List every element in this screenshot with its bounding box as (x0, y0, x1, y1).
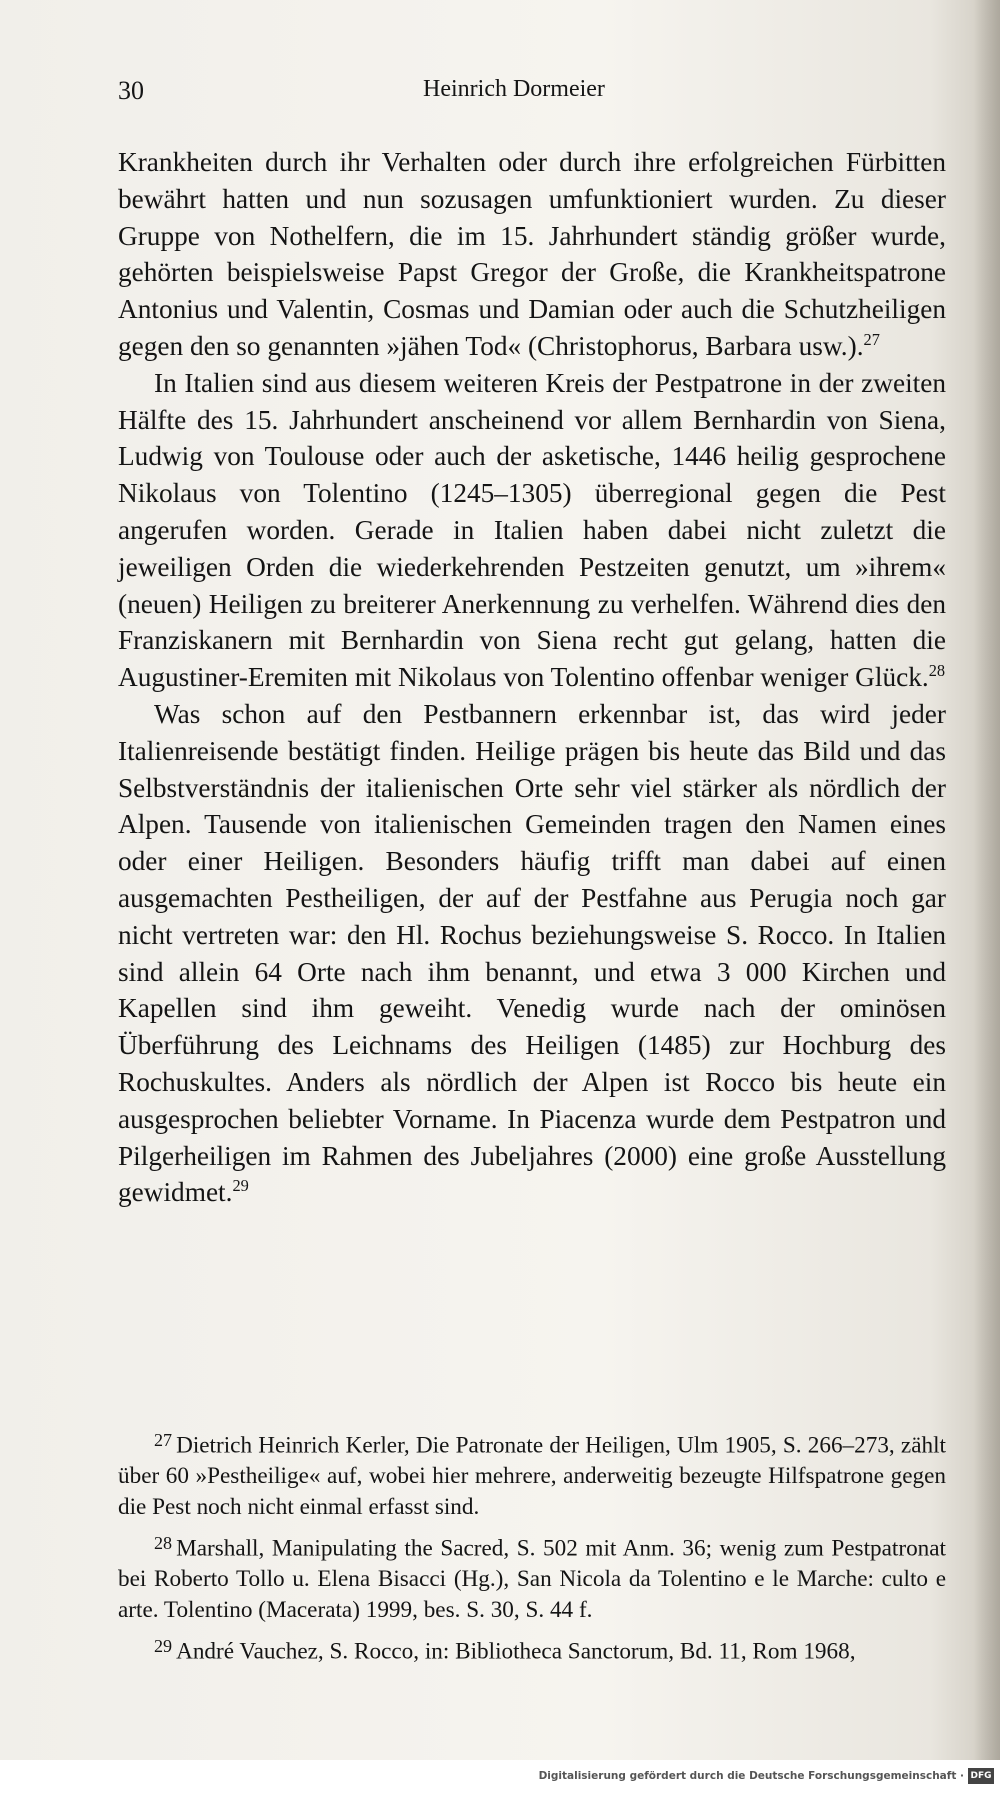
paragraph-1 (118, 144, 946, 365)
page-number: 30 (118, 76, 144, 105)
footnote-text: Dietrich Heinrich Kerler, Die Patronate der Heiligen, Ulm 1905, S. 266–273, zählt über 60 »Pestheilige« auf, wobei hier mehrere, anderweitig bezeugte Hilfspatrone gegen die Pest noch nicht einmal erfasst sind. (118, 1432, 946, 1520)
paragraph-2 (118, 365, 946, 696)
footnote-ref-29: 29 (232, 1176, 249, 1196)
body-text (118, 144, 946, 1211)
paragraph-1-text: Krankheiten durch ihr Verhalten oder durch ihre erfolgreichen Fürbitten bewährt hatten und nun sozusagen umfunktioniert wurden. Zu dieser Gruppe von Nothelfern, die im 15. Jahrhundert ständig größer wurde, gehörten beispielsweise Papst Gregor der Große, die Krankheitspatrone Antonius und Valentin, Cosmas und Damian oder auch die Schutzheiligen gegen den so genannten »jähen Tod« (Christophorus, Barbara usw.). (118, 147, 946, 361)
footnote-number: 29 (154, 1636, 173, 1657)
footnote-ref-27: 27 (863, 329, 880, 349)
footnote-text: Marshall, Manipulating the Sacred, S. 502 mit Anm. 36; wenig zum Pestpatronat bei Roberto Tollo u. Elena Bisacci (Hg.), San Nicola da Tolentino e le Marche: culto e arte. Tolentino (Macerata) 1999, bes. S. 30, S. 44 f. (118, 1535, 946, 1623)
running-head: Heinrich Dormeier (423, 76, 605, 102)
footnote-number: 28 (154, 1533, 173, 1554)
funding-credit: Digitalisierung gefördert durch die Deutsche Forschungsgemeinschaft · (538, 1770, 964, 1782)
footnote-ref-28: 28 (928, 661, 946, 681)
dfg-logo: DFG (968, 1768, 994, 1784)
digitization-footer (0, 1760, 1000, 1795)
binding-shadow (974, 0, 1000, 1760)
footnote-29 (118, 1631, 946, 1667)
page-header (118, 76, 944, 116)
footnote-27 (118, 1425, 946, 1522)
footnote-number: 27 (154, 1430, 173, 1450)
paragraph-3 (118, 696, 946, 1211)
footnotes (118, 1425, 946, 1671)
footnote-text: André Vauchez, S. Rocco, in: Bibliotheca Sanctorum, Bd. 11, Rom 1968, (176, 1638, 856, 1665)
footnote-28 (118, 1528, 946, 1625)
paragraph-3-text: Was schon auf den Pestbannern erkennbar ist, das wird jeder Italienreisende bestätigt finden. Heilige prägen bis heute das Bild und das Selbstverständnis der italienischen Orte sehr viel stärker als nördlich der Alpen. Tausende von italienischen Gemeinden tragen den Namen eines oder einer Heiligen. Besonders häufig trifft man dabei auf einen ausgemachten Pestheiligen, der auf der Pestfahne aus Perugia noch gar nicht vertreten war: den Hl. Rochus beziehungsweise S. Rocco. In Italien sind allein 64 Orte nach ihm benannt, und etwa 3 000 Kirchen und Kapellen sind ihm geweiht. Venedig wurde nach der ominösen Überführung des Leichnams des Heiligen (1485) zur Hochburg des Rochuskultes. Anders als nördlich der Alpen ist Rocco bis heute ein ausgesprochen beliebter Vorname. In Piacenza wurde dem Pestpatron und Pilgerheiligen im Rahmen des Jubeljahres (2000) eine große Ausstellung gewidmet. (118, 698, 946, 1208)
paragraph-2-text: In Italien sind aus diesem weiteren Kreis der Pestpatrone in der zweiten Hälfte des 15. Jahrhundert anscheinend vor allem Bernhardin von Siena, Ludwig von Toulouse oder auch der asketische, 1446 heilig gesprochene Nikolaus von Tolentino (1245–1305) überregional gegen die Pest angerufen worden. Gerade in Italien haben dabei nicht zuletzt die jeweiligen Orden die wiederkehrenden Pestzeiten genutzt, um »ihrem« (neuen) Heiligen zu breiterer Anerkennung zu verhelfen. Während dies den Franziskanern mit Bernhardin von Siena recht gut gelang, hatten die Augustiner-Eremiten mit Nikolaus von Tolentino offenbar weniger Glück. (118, 367, 946, 693)
